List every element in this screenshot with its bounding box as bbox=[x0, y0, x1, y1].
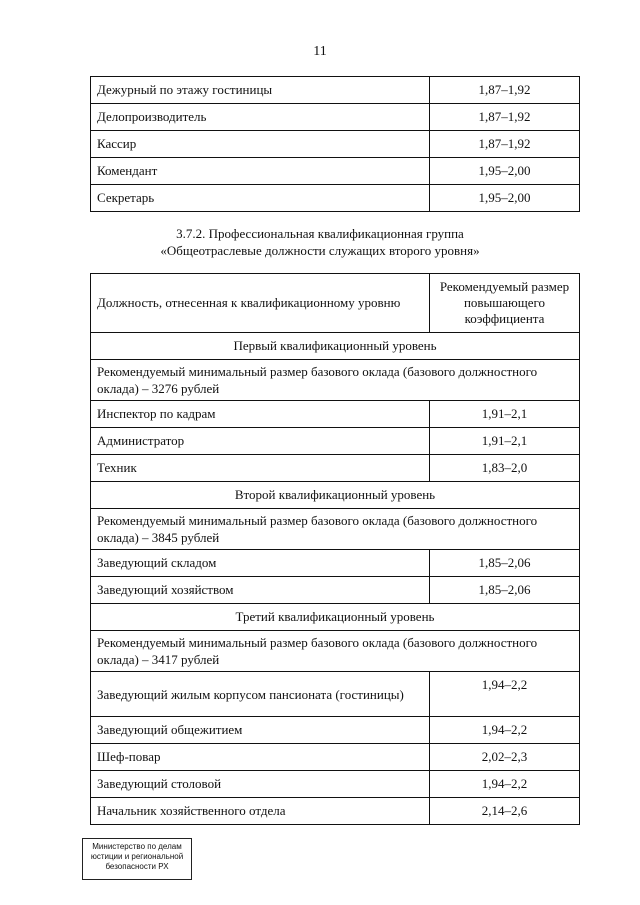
coefficient-cell: 1,95–2,00 bbox=[430, 158, 580, 185]
level-heading-row bbox=[91, 482, 580, 509]
stamp-line: юстиции и региональной bbox=[90, 852, 184, 861]
position-cell: Секретарь bbox=[91, 185, 430, 212]
coefficient-cell: 1,87–1,92 bbox=[430, 77, 580, 104]
table-row bbox=[91, 717, 580, 744]
ministry-stamp bbox=[82, 838, 192, 880]
table-row bbox=[91, 104, 580, 131]
coefficient-cell: 1,85–2,06 bbox=[430, 577, 580, 604]
salary-note: Рекомендуемый минимальный размер базового оклада (базового должностного оклада) – 3276 рублей bbox=[91, 360, 580, 401]
level-heading: Второй квалификационный уровень bbox=[91, 482, 580, 509]
header-coefficient: Рекомендуемый размер повышающего коэффициента bbox=[430, 274, 580, 333]
position-cell: Заведующий общежитием bbox=[91, 717, 430, 744]
table-row bbox=[91, 185, 580, 212]
level-heading-row bbox=[91, 333, 580, 360]
coefficient-cell: 1,91–2,1 bbox=[430, 401, 580, 428]
salary-note-row bbox=[91, 631, 580, 672]
section-title-line2: «Общеотраслевые должности служащих второго уровня» bbox=[160, 243, 480, 258]
position-cell: Кассир bbox=[91, 131, 430, 158]
qualification-group-table bbox=[90, 273, 580, 825]
position-cell: Начальник хозяйственного отдела bbox=[91, 798, 430, 825]
coefficient-cell: 1,94–2,2 bbox=[430, 771, 580, 798]
coefficient-cell: 1,91–2,1 bbox=[430, 428, 580, 455]
position-cell: Делопроизводитель bbox=[91, 104, 430, 131]
table-row bbox=[91, 131, 580, 158]
table-header-row bbox=[91, 274, 580, 333]
position-cell: Инспектор по кадрам bbox=[91, 401, 430, 428]
position-cell: Техник bbox=[91, 455, 430, 482]
coefficient-cell: 1,87–1,92 bbox=[430, 131, 580, 158]
level-heading-row bbox=[91, 604, 580, 631]
table-row bbox=[91, 428, 580, 455]
salary-note-row bbox=[91, 509, 580, 550]
stamp-line: Министерство по делам bbox=[92, 842, 182, 851]
table-row bbox=[91, 577, 580, 604]
table-row bbox=[91, 77, 580, 104]
level-heading: Третий квалификационный уровень bbox=[91, 604, 580, 631]
position-cell: Заведующий жилым корпусом пансионата (гостиницы) bbox=[91, 672, 430, 717]
section-title-line1: 3.7.2. Профессиональная квалификационная группа bbox=[176, 226, 464, 241]
position-cell: Заведующий складом bbox=[91, 550, 430, 577]
coefficient-cell: 1,83–2,0 bbox=[430, 455, 580, 482]
page-number: 11 bbox=[313, 44, 327, 59]
position-cell: Заведующий хозяйством bbox=[91, 577, 430, 604]
position-cell: Дежурный по этажу гостиницы bbox=[91, 77, 430, 104]
table-row bbox=[91, 744, 580, 771]
coefficient-cell: 1,94–2,2 bbox=[430, 717, 580, 744]
header-position: Должность, отнесенная к квалификационному уровню bbox=[91, 274, 430, 333]
position-cell: Комендант bbox=[91, 158, 430, 185]
positions-table-continued bbox=[90, 76, 580, 212]
coefficient-cell: 1,95–2,00 bbox=[430, 185, 580, 212]
table-row bbox=[91, 771, 580, 798]
position-cell: Заведующий столовой bbox=[91, 771, 430, 798]
level-heading: Первый квалификационный уровень bbox=[91, 333, 580, 360]
salary-note-row bbox=[91, 360, 580, 401]
table-row bbox=[91, 550, 580, 577]
coefficient-cell: 1,87–1,92 bbox=[430, 104, 580, 131]
table-row bbox=[91, 158, 580, 185]
section-title bbox=[0, 225, 640, 259]
stamp-line: безопасности РХ bbox=[105, 862, 169, 871]
salary-note: Рекомендуемый минимальный размер базового оклада (базового должностного оклада) – 3417 рублей bbox=[91, 631, 580, 672]
table-row bbox=[91, 672, 580, 717]
position-cell: Шеф-повар bbox=[91, 744, 430, 771]
table-row bbox=[91, 798, 580, 825]
table-row bbox=[91, 455, 580, 482]
coefficient-cell: 1,94–2,2 bbox=[430, 672, 580, 717]
table-row bbox=[91, 401, 580, 428]
coefficient-cell: 2,02–2,3 bbox=[430, 744, 580, 771]
position-cell: Администратор bbox=[91, 428, 430, 455]
salary-note: Рекомендуемый минимальный размер базового оклада (базового должностного оклада) – 3845 рублей bbox=[91, 509, 580, 550]
coefficient-cell: 1,85–2,06 bbox=[430, 550, 580, 577]
coefficient-cell: 2,14–2,6 bbox=[430, 798, 580, 825]
